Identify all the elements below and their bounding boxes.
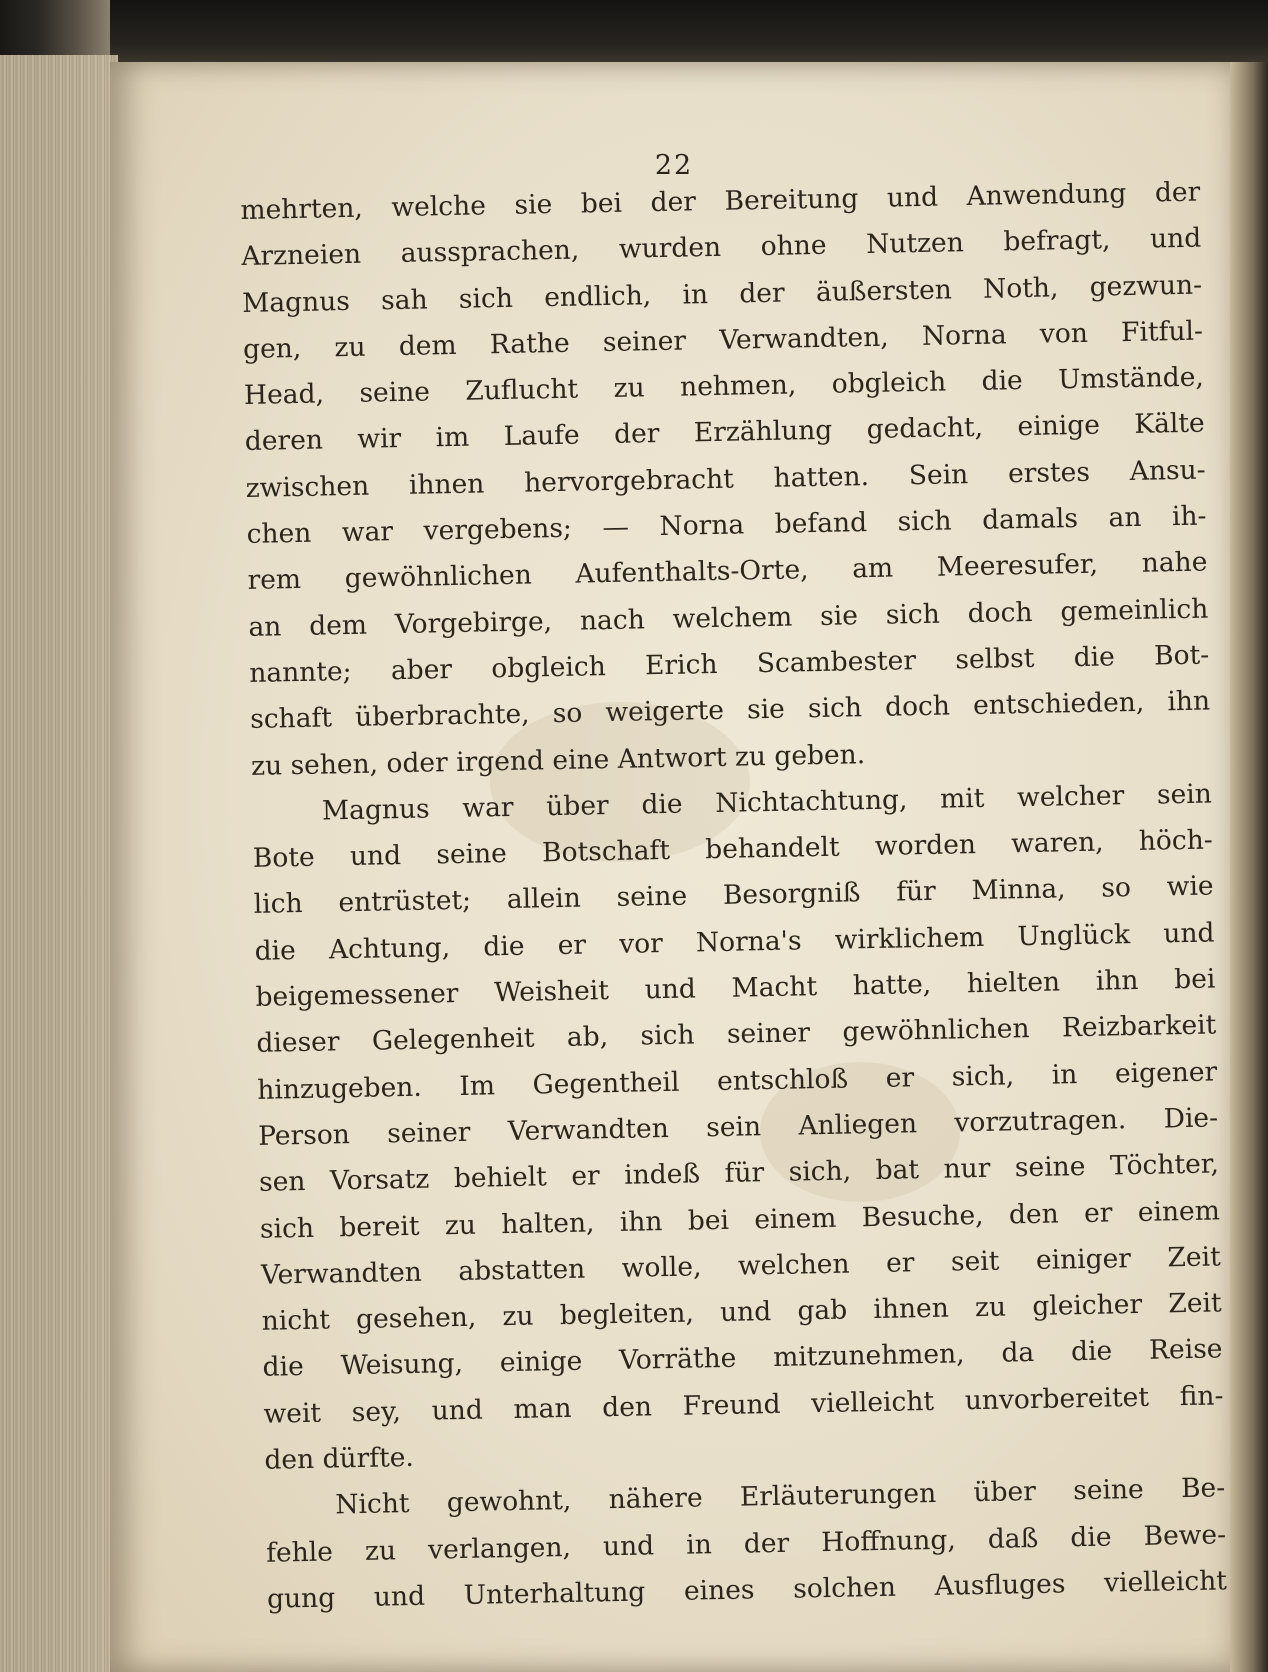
right-page-edge [1230,62,1268,1672]
text-line: schaft überbrachte, so weigerte sie sich doch entschieden, ihn [249,685,1211,736]
text-line: dieser Gelegenheit ab, sich seiner gewöhnlichen Reizbarkeit [256,1009,1217,1060]
text-line: Magnus war über die Nichtachtung, mit welcher sein [321,778,1213,827]
text-line: mehrten, welche sie bei der Bereitung und Anwendung der [240,176,1201,226]
text-line: chen war vergebens; — Norna befand sich damals an ih- [246,500,1207,551]
page-number: 22 [654,150,694,181]
text-line: nicht gesehen, zu begleiten, und gab ihnen zu gleicher Zeit [261,1287,1222,1337]
text-line: zu sehen, oder irgend eine Antwort zu geben. [250,738,866,782]
text-line: Bote und seine Botschaft behandelt worden waren, höch- [252,824,1213,875]
stacked-page-edges [0,55,118,1672]
text-line: Head, seine Zuflucht zu nehmen, obgleich die Umstände, [243,361,1205,412]
text-line: gen, zu dem Rathe seiner Verwandten, Norna von Fitful- [242,315,1204,365]
text-line: weit sey, und man den Freund vielleicht unvorbereitet fin- [263,1380,1224,1430]
text-line: Magnus sah sich endlich, in der äußersten Noth, gezwun- [241,269,1203,319]
text-line: sich bereit zu halten, ihn bei einem Besuche, den er einem [259,1194,1221,1245]
text-line: die Weisung, einige Vorräthe mitzunehmen, da die Reise [262,1333,1223,1384]
text-line: Arzneien aussprachen, wurden ohne Nutzen befragt, und [241,222,1202,273]
text-line: Verwandten abstatten wolle, welchen er seit einiger Zeit [260,1241,1221,1291]
text-line: Nicht gewohnt, nähere Erläuterungen über seine Be- [335,1472,1226,1521]
text-line: an dem Vorgebirge, nach welchem sie sich doch gemeinlich [248,593,1209,643]
text-line: rem gewöhnlichen Aufenthalts-Orte, am Meeresufer, nahe [247,546,1208,597]
text-line: fehle zu verlangen, und in der Hoffnung, daß die Bewe- [265,1518,1227,1569]
body-text [240,170,1227,1623]
text-line: lich entrüstet; allein seine Besorgniß für Minna, so wie [253,870,1214,921]
text-line: die Achtung, die er vor Norna's wirklichem Unglück und [254,917,1215,967]
text-line: nannte; aber obgleich Erich Scambester selbst die Bot- [249,639,1210,689]
text-line: sen Vorsatz behielt er indeß für sich, bat nur seine Töchter, [258,1148,1220,1199]
text-line: hinzugeben. Im Gegentheil entschloß er sich, in eigener [257,1056,1218,1106]
text-line: Person seiner Verwandten sein Anliegen vorzutragen. Die- [257,1102,1219,1152]
text-line: beigemessener Weisheit und Macht hatte, hielten ihn bei [255,963,1216,1013]
text-line: deren wir im Laufe der Erzählung gedacht, einige Kälte [244,408,1205,458]
text-line: gung und Unterhaltung eines solchen Ausfluges vielleicht [266,1565,1228,1615]
text-line: zwischen ihnen hervorgebracht hatten. Sein erstes Ansu- [245,454,1206,504]
book-top-edge [0,0,1268,62]
text-line: den dürfte. [264,1441,415,1476]
